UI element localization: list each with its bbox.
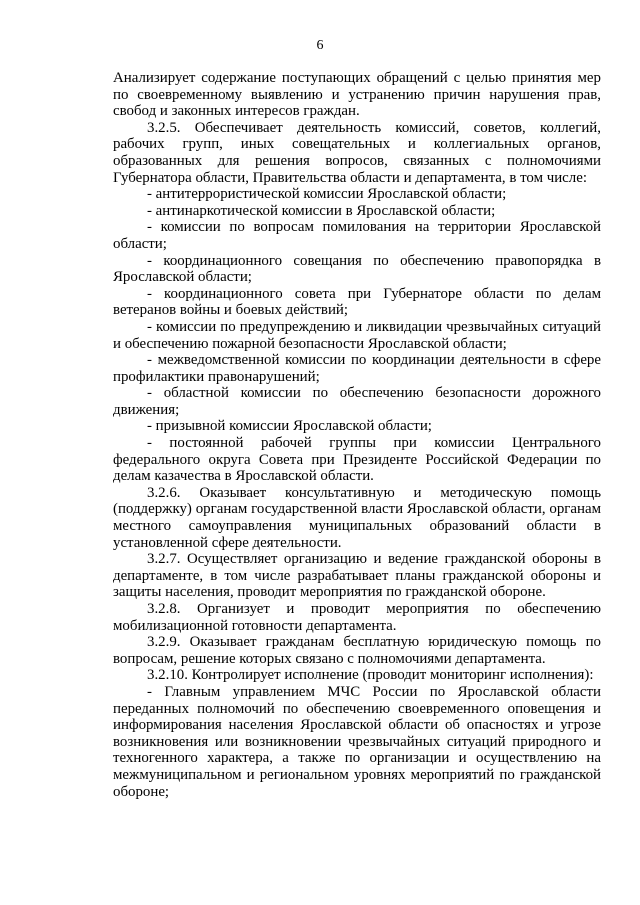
- list-item-antidrug-commission: - антинаркотической комиссии в Ярославской области;: [147, 202, 496, 219]
- paragraph-intro: Анализирует содержание поступающих обращений с целью принятия мер по своевременному выявлению и устранению причин нарушения прав, свобод и законных интересов граждан.: [113, 70, 601, 120]
- paragraph-3-2-5: 3.2.5. Обеспечивает деятельность комиссий, советов, коллегий, рабочих групп, иных совещательных и коллегиальных органов, образованных для решения вопросов, связанных с полномочиями Губернатора области, Правительства области и департамента, в том числе:: [113, 119, 601, 186]
- paragraph-3-2-10: 3.2.10. Контролирует исполнение (проводит мониторинг исполнения):: [147, 667, 594, 684]
- paragraph-3-2-6: 3.2.6. Оказывает консультативную и методическую помощь (поддержку) органам государственной власти Ярославской области, органам местного самоуправления муниципальных образований области в установленной сфере деятельности.: [113, 484, 601, 551]
- list-item-antiterror-commission: - антитеррористической комиссии Ярославской области;: [147, 186, 507, 203]
- list-item-veterans-council: - координационного совета при Губернаторе области по делам ветеранов войны и боевых действий;: [113, 285, 601, 319]
- list-item-road-safety-commission: - областной комиссии по обеспечению безопасности дорожного движения;: [113, 385, 601, 418]
- list-item-mchs-control: - Главным управлением МЧС России по Ярославской области переданных полномочий по обеспечению своевременного оповещения и информирования населения Ярославской области об опасностях и угрозе возникновения или возникновении чрезвычайных ситуаций природного и техногенного характера, а также по организации и осуществлению на межмуниципальном и региональном уровнях мероприятий по гражданской обороне;: [113, 683, 601, 800]
- list-item-crime-prevention-commission: - межведомственной комиссии по координации деятельности в сфере профилактики правонарушений;: [113, 352, 601, 385]
- document-body: [113, 70, 601, 800]
- paragraph-3-2-8: 3.2.8. Организует и проводит мероприятия по обеспечению мобилизационной готовности департамента.: [113, 601, 601, 634]
- list-item-law-order-meeting: - координационного совещания по обеспечению правопорядка в Ярославской области;: [113, 252, 601, 286]
- paragraph-3-2-7: 3.2.7. Осуществляет организацию и ведение гражданской обороны в департаменте, в том числе разрабатывает планы гражданской обороны и защиты населения, проводит мероприятия по гражданской обороне.: [113, 551, 601, 601]
- list-item-pardon-commission: - комиссии по вопросам помилования на территории Ярославской области;: [113, 219, 601, 252]
- paragraph-3-2-9: 3.2.9. Оказывает гражданам бесплатную юридическую помощь по вопросам, решение которых связано с полномочиями департамента.: [113, 634, 601, 667]
- list-item-cossack-working-group: - постоянной рабочей группы при комиссии Центрального федерального округа Совета при Президенте Российской Федерации по делам казачества в Ярославской области.: [113, 435, 601, 485]
- list-item-emergency-commission: - комиссии по предупреждению и ликвидации чрезвычайных ситуаций и обеспечению пожарной безопасности Ярославской области;: [113, 318, 601, 352]
- list-item-draft-commission: - призывной комиссии Ярославской области;: [147, 418, 432, 435]
- page-number: 6: [316, 38, 324, 53]
